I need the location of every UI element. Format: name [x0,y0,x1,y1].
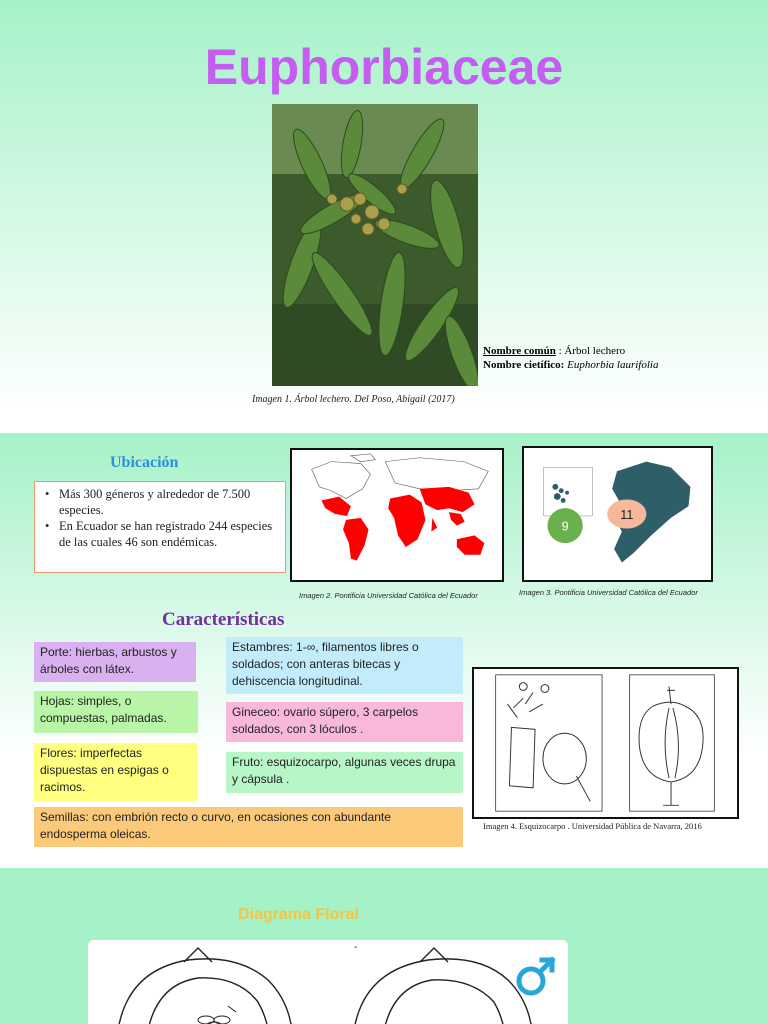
slide-title [0,0,768,415]
card-gineceo: Gineceo: ovario súpero, 3 carpelos soldados, con 3 lóculos . [226,702,463,742]
map-badge-salmon: 11 [620,507,634,522]
image-2-caption: Imagen 2. Pontificia Universidad Católica del Ecuador [299,591,478,600]
map-badge-green: 9 [561,519,569,534]
slide-characteristics [0,433,768,865]
image-4-caption: Imagen 4. Esquizocarpo . Universidad Pública de Navarra, 2016 [483,821,702,831]
card-porte: Porte: hierbas, arbustos y árboles con látex. [34,642,196,682]
floral-diagram-illustration [88,940,568,1024]
ubicacion-box [34,481,286,573]
card-semillas: Semillas: con embrión recto o curvo, en ocasiones con abundante endosperma oleicas. [34,807,463,847]
floral-diagram-heading: Diagrama Floral [238,906,359,923]
schizocarp-illustration [472,667,739,819]
ubicacion-heading: Ubicación [110,454,179,471]
image-1-caption: Imagen 1. Árbol lechero. Del Poso, Abigail (2017) [252,394,455,405]
caracteristicas-heading: Características [162,609,285,630]
svg-text:-: - [354,942,358,953]
ubicacion-item: • En Ecuador se han registrado 244 especies de las cuales 46 son endémicas. [43,518,279,550]
page-title: Euphorbiaceae [204,39,564,95]
card-hojas: Hojas: simples, o compuestas, palmadas. [34,691,198,733]
ecuador-map [522,446,713,582]
image-3-caption: Imagen 3. Pontificia Universidad Católica del Ecuador [519,588,698,597]
milk-tree-image [272,104,478,386]
card-fruto: Fruto: esquizocarpo, algunas veces drupa y cápsula . [226,752,463,793]
slide-floral-diagram [0,868,768,1024]
ubicacion-item: • Más 300 géneros y alrededor de 7.500 especies. [43,486,279,518]
card-estambres: Estambres: 1-∞, filamentos libres o soldados; con anteras bitecas y dehiscencia longitudinal. [226,637,463,694]
world-distribution-map [290,448,504,582]
male-symbol-icon [512,952,560,1000]
plant-names: Nombre común : Árbol lechero Nombre cietífico: Euphorbia laurifolia [483,345,659,371]
milk-tree-photo [272,104,478,386]
card-flores: Flores: imperfectas dispuestas en espigas o racimos. [34,743,197,801]
